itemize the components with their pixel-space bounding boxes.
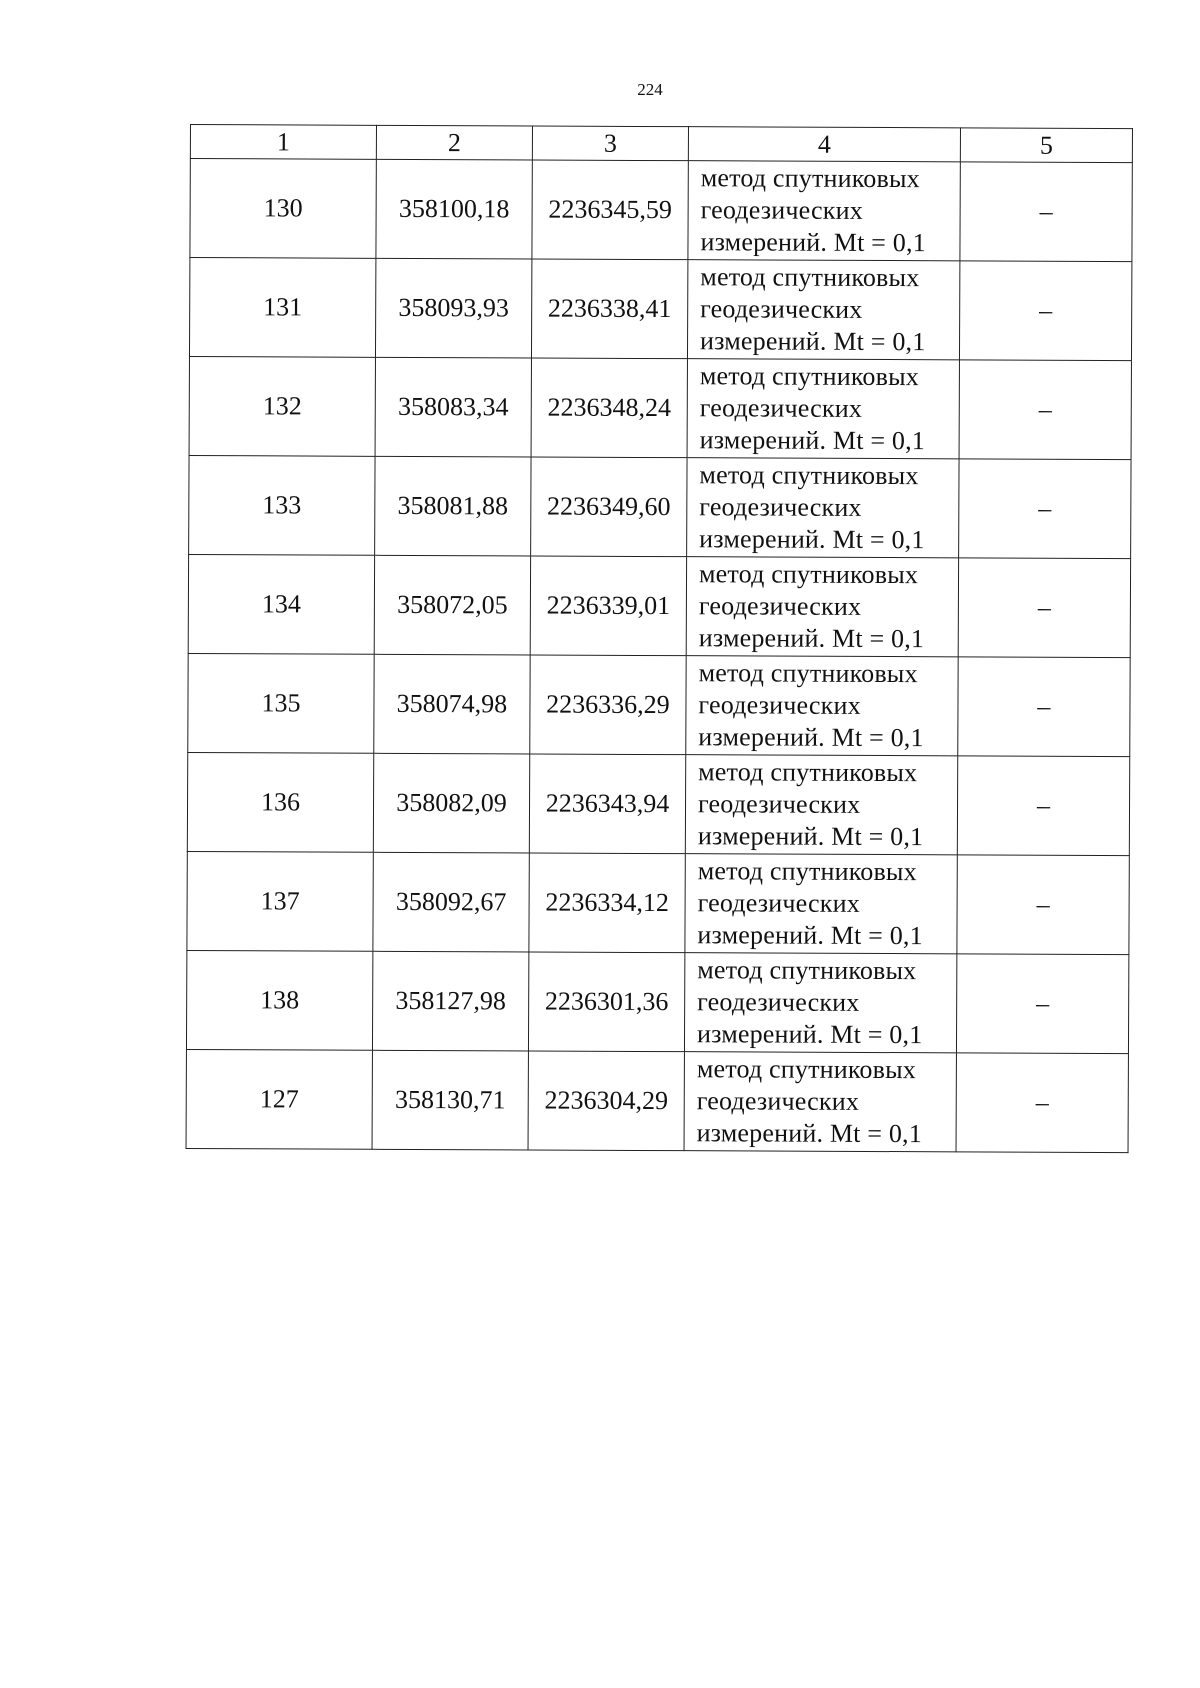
method-line: геодезических	[698, 690, 861, 720]
method-line: геодезических	[698, 591, 862, 621]
method-line: геодезических	[700, 294, 863, 324]
note-cell: –	[960, 162, 1132, 262]
method-line: измерений. Mt = 0,1	[700, 227, 926, 258]
table-row	[187, 752, 1129, 855]
method-line: измерений. Mt = 0,1	[697, 821, 924, 852]
method-line: метод спутниковых	[699, 460, 919, 491]
point-number-cell: 131	[189, 258, 375, 358]
method-cell	[687, 260, 959, 360]
method-line: измерений. Mt = 0,1	[698, 623, 925, 654]
x-coordinate-cell: 358127,98	[372, 951, 528, 1051]
method-line: геодезических	[697, 987, 860, 1017]
x-coordinate-cell: 358130,71	[372, 1050, 528, 1150]
method-line: измерений. Mt = 0,1	[699, 425, 926, 456]
table-row	[186, 950, 1128, 1053]
note-cell: –	[957, 756, 1129, 856]
header-row	[190, 125, 1132, 163]
point-number-cell: 134	[188, 554, 374, 654]
header-cell-3: 3	[532, 126, 688, 161]
method-cell	[688, 161, 960, 261]
method-line: метод спутниковых	[697, 955, 917, 986]
note-cell: –	[956, 1053, 1128, 1153]
method-cell	[686, 656, 958, 756]
x-coordinate-cell: 358100,18	[376, 159, 532, 259]
method-line: метод спутниковых	[699, 361, 920, 392]
method-line: измерений. Mt = 0,1	[698, 722, 924, 753]
method-line: измерений. Mt = 0,1	[699, 326, 926, 357]
table-row	[189, 258, 1131, 361]
table-row	[186, 1049, 1128, 1152]
table-row	[188, 554, 1130, 657]
y-coordinate-cell: 2236334,12	[529, 853, 685, 953]
x-coordinate-cell: 358082,09	[373, 753, 529, 853]
y-coordinate-cell: 2236345,59	[532, 160, 688, 260]
page-number: 224	[637, 80, 663, 99]
point-number-cell: 136	[187, 752, 373, 852]
table-row	[189, 455, 1131, 558]
x-coordinate-cell: 358093,93	[375, 258, 531, 358]
method-line: метод спутниковых	[700, 262, 920, 293]
header-cell-4: 4	[688, 127, 960, 162]
note-cell: –	[959, 360, 1131, 460]
table-row	[187, 851, 1129, 954]
method-line: измерений. Mt = 0,1	[699, 524, 925, 555]
point-number-cell: 138	[186, 950, 372, 1050]
method-line: метод спутниковых	[697, 856, 917, 887]
header-cell-5: 5	[960, 128, 1132, 163]
note-cell: –	[956, 954, 1128, 1054]
table-row	[189, 356, 1131, 459]
method-cell	[686, 557, 958, 657]
y-coordinate-cell: 2236348,24	[531, 358, 687, 458]
note-cell: –	[957, 855, 1129, 955]
note-cell: –	[958, 558, 1130, 658]
point-number-cell: 133	[189, 455, 375, 555]
header-cell-1: 1	[190, 125, 376, 160]
method-line: измерений. Mt = 0,1	[696, 1019, 923, 1050]
method-cell	[684, 953, 956, 1053]
x-coordinate-cell: 358092,67	[373, 852, 529, 952]
x-coordinate-cell: 358081,88	[375, 456, 531, 556]
method-line: геодезических	[697, 789, 861, 819]
method-line: метод спутниковых	[696, 1054, 917, 1085]
y-coordinate-cell: 2236339,01	[530, 556, 686, 656]
point-number-cell: 135	[188, 653, 374, 753]
method-cell	[687, 458, 959, 558]
point-number-cell: 130	[190, 159, 376, 259]
y-coordinate-cell: 2236338,41	[531, 259, 687, 359]
table-row	[188, 653, 1130, 756]
note-cell: –	[959, 261, 1131, 361]
x-coordinate-cell: 358072,05	[374, 555, 530, 655]
method-line: геодезических	[696, 1086, 860, 1116]
table-row	[190, 159, 1132, 262]
table-body	[186, 125, 1132, 1153]
method-line: измерений. Mt = 0,1	[696, 1118, 923, 1149]
point-number-cell: 127	[186, 1049, 372, 1149]
y-coordinate-cell: 2236336,29	[530, 655, 686, 755]
method-line: метод спутниковых	[700, 163, 920, 194]
note-cell: –	[959, 459, 1131, 559]
y-coordinate-cell: 2236301,36	[528, 952, 684, 1052]
coordinates-table-container	[186, 124, 1132, 1153]
method-line: геодезических	[699, 492, 862, 522]
x-coordinate-cell: 358083,34	[375, 357, 531, 457]
y-coordinate-cell: 2236343,94	[529, 754, 685, 854]
method-line: геодезических	[699, 393, 863, 423]
x-coordinate-cell: 358074,98	[374, 654, 530, 754]
coordinates-table	[186, 124, 1133, 1153]
method-line: метод спутниковых	[698, 757, 918, 788]
y-coordinate-cell: 2236304,29	[528, 1051, 684, 1151]
method-line: метод спутниковых	[698, 658, 918, 689]
method-line: геодезических	[697, 888, 861, 918]
note-cell: –	[958, 657, 1130, 757]
method-cell	[687, 359, 959, 459]
method-cell	[685, 854, 957, 954]
method-line: измерений. Mt = 0,1	[697, 920, 923, 951]
header-cell-2: 2	[376, 125, 532, 160]
method-cell	[684, 1052, 956, 1152]
method-line: метод спутниковых	[698, 559, 919, 590]
point-number-cell: 132	[189, 356, 375, 456]
method-cell	[685, 755, 957, 855]
y-coordinate-cell: 2236349,60	[531, 457, 687, 557]
method-line: геодезических	[700, 195, 864, 225]
point-number-cell: 137	[187, 851, 373, 951]
